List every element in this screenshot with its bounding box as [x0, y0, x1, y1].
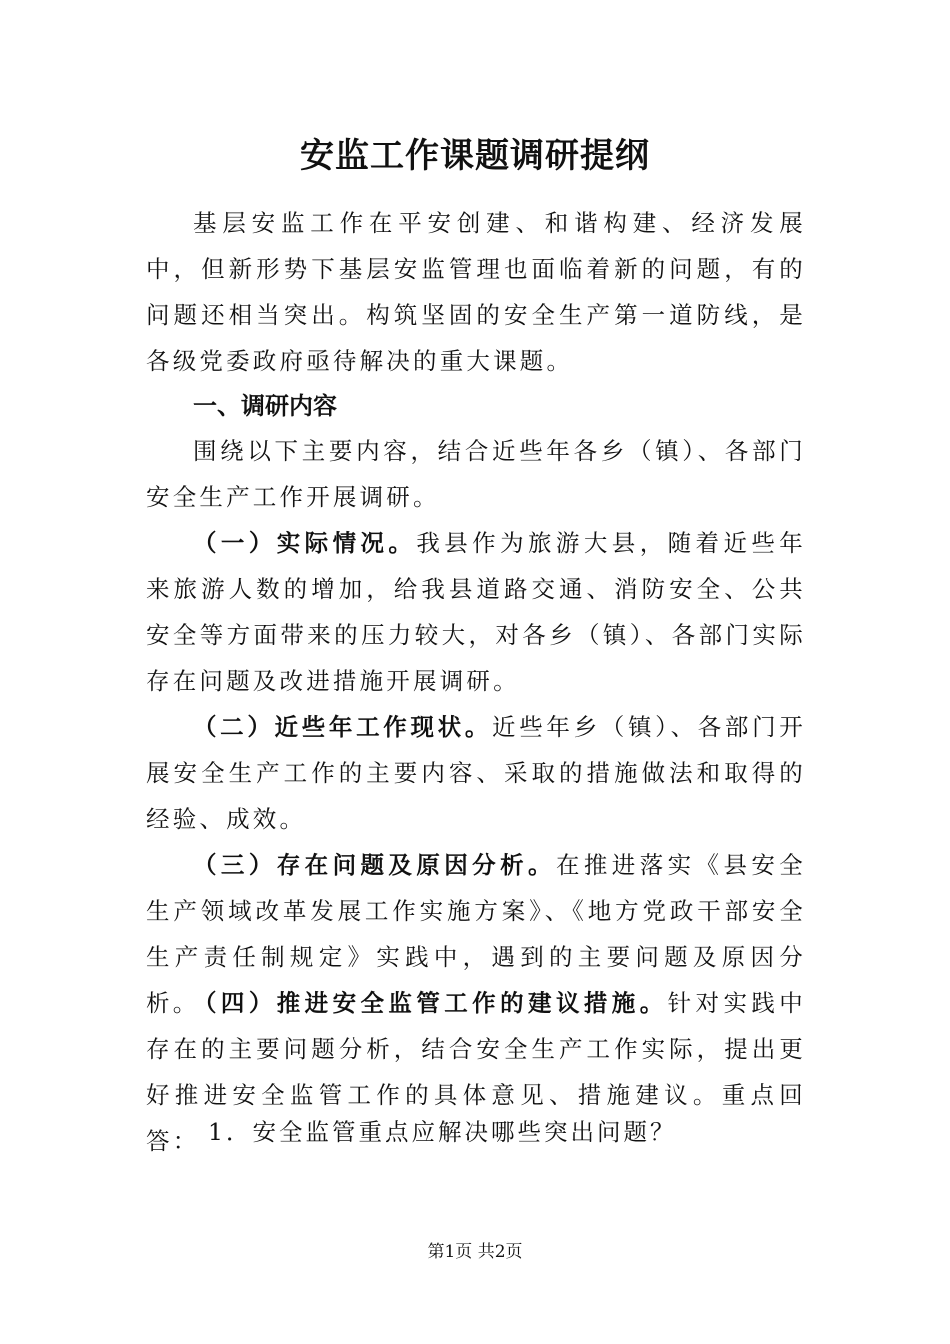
item-text-4: 针对实践中存在的主要问题分析，结合安全生产工作实际，提出更好推进安全监管工作的具体意见、措施建议。重点回答：	[146, 989, 806, 1155]
item-lead-3: （三）存在问题及原因分析。	[193, 851, 556, 879]
item-lead-4: （四）推进安全监管工作的建议措施。	[193, 989, 668, 1017]
section-heading: 一、调研内容	[193, 392, 337, 420]
question-item-1: 1．安全监管重点应解决哪些突出问题？	[208, 1118, 677, 1146]
document-title: 安监工作课题调研提纲	[300, 136, 650, 176]
section-paragraph: 围绕以下主要内容，结合近些年各乡（镇）、各部门安全生产工作开展调研。	[146, 437, 806, 511]
page-footer: 第1页 共2页	[427, 1242, 523, 1262]
item-lead-2: （二）近些年工作现状。	[193, 713, 493, 741]
item-lead-1: （一）实际情况。	[193, 529, 417, 557]
item-text-1: 我县作为旅游大县，随着近些年来旅游人数的增加，给我县道路交通、消防安全、公共安全等方面带来的压力较大，对各乡（镇）、各部门实际存在问题及改进措施开展调研。	[146, 529, 806, 695]
item-paragraph-1	[146, 520, 806, 704]
item-paragraph-2	[146, 704, 806, 842]
intro-paragraph: 基层安监工作在平安创建、和谐构建、经济发展中，但新形势下基层安监管理也面临着新的问题，有的问题还相当突出。构筑坚固的安全生产第一道防线，是各级党委政府亟待解决的重大课题。	[146, 209, 806, 375]
item-text-3: 在推进落实《县安全生产领域改革发展工作实施方案》、《地方党政干部安全生产责任制规定》实践中，遇到的主要问题及原因分析。	[146, 851, 806, 1017]
item-text-2: 近些年乡（镇）、各部门开展安全生产工作的主要内容、采取的措施做法和取得的经验、成效。	[146, 713, 807, 833]
